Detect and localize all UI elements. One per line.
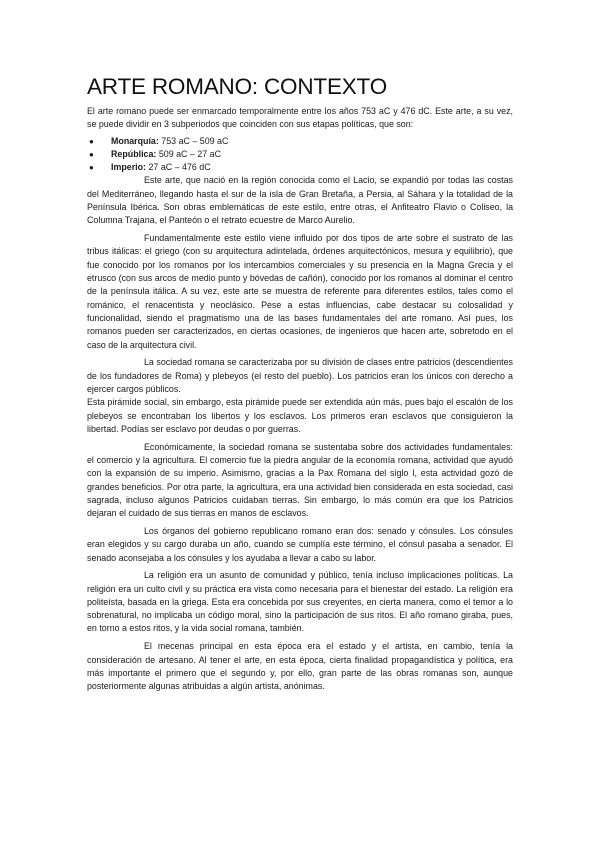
paragraph-society: La sociedad romana se caracterizaba por su división de clases entre patricios (descendientes de los fundadores de Roma) y plebeyos (el resto del pueblo). Los patricios eran los únicos con derecho a ejercer cargos públicos.: [87, 357, 513, 394]
intro-paragraph: El arte romano puede ser enmarcado temporalmente entre los años 753 aC y 476 dC. Este arte, a su vez, se puede dividir en 3 subperiodos que coinciden con sus etapas políticas, que son:: [87, 106, 513, 130]
paragraph-religion: La religión era un asunto de comunidad y público, tenía incluso implicaciones políticas. La religión era un culto civil y su práctica era vista como necesaria para el bienestar del estado. La religión era politeísta, basada en la griega. Esta era concebida por sus creyentes, en cierta manera, como el temor a lo sobrenatural, no implicaba un código moral, sino la participación de sus ritos. El año romano giraba, pues, en torno a estos ritos, y la vida social romana, también.: [87, 570, 513, 634]
paragraph-influences: Fundamentalmente este estilo viene influido por dos tipos de arte sobre el sustrato de las tribus itálicas: el griego (con su arquitectura adintelada, órdenes arquitectónicos, mesura y equilibrio), que fue conocido por los romanos por los intercambios comerciales y su presencia en la Magna Grecia y el etrusco (con sus arcos de medio punto y bóvedas de cañón), conocido por los romanos al dominar el centro de la península itálica. A su vez, este arte se muestra de referente para diferentes estilos, tales como el románico, el renacentista y neoclásico. Pese a estas influencias, cabe destacar su colosalidad y funcionalidad, siendo el pragmatismo una de las bases fundamentales del arte romano. Así pues, los romanos pueden ser caracterizados, en ciertas ocasiones, de ingenieros que hacen arte, sobretodo en el caso de la arquitectura civil.: [87, 233, 513, 350]
period-range: 509 aC – 27 aC: [156, 148, 222, 159]
paragraph-economy: Económicamente, la sociedad romana se sustentaba sobre dos actividades fundamentales: el comercio y la agricultura. El comercio fue la piedra angular de la economía romana, actividad que ayudó con la expansión de su imperio. Asimismo, gracias a la Pax Romana del siglo I, esta actividad gozó de grandes beneficios. Por otra parte, la agricultura, era una actividad bien considerada en esta sociedad, casi sagrada, incluso algunos Patricios cuidaban tierras. Sin embargo, lo más común era que los Patricios dejaran el cuidado de sus tierras en manos de esclavos.: [87, 441, 513, 519]
document-body: [87, 73, 513, 693]
bullet-icon: ●: [89, 149, 94, 159]
list-item: [87, 161, 513, 174]
list-item: [87, 148, 513, 161]
paragraph-government: Los órganos del gobierno republicano romano eran dos: senado y cónsules. Los cónsules eran elegidos y su cargo duraba un año, cuando se cumplía este término, el cónsul pasaba a senador. El senado aconsejaba a los cónsules y los ayudaba a llevar a cabo su labor.: [87, 525, 513, 563]
document-title: ARTE ROMANO: CONTEXTO: [87, 74, 388, 99]
bullet-icon: ●: [89, 136, 94, 146]
period-name: Imperio:: [111, 162, 147, 173]
period-name: Monarquía:: [111, 135, 159, 146]
period-name: República:: [111, 148, 157, 159]
period-range: 753 aC – 509 aC: [158, 135, 229, 146]
paragraph-expansion: Este arte, que nació en la región conocida como el Lacio, se expandió por todas las costas del Mediterráneo, llegando hasta el sur de la isla de Gran Bretaña, a Persia, al Sáhara y la totalidad de la Península Ibérica. Son obras emblemáticas de este estilo, entre otras, el Anfiteatro Flavio o Coliseo, la Columna Trajana, el Panteón o el retrato ecuestre de Marco Aurelio.: [87, 175, 513, 226]
paragraph-social-pyramid: Esta pirámide social, sin embargo, esta pirámide puede ser extendida aún más, pues bajo el escalón de los plebeyos se encontraban los libertos y los esclavos. Los primeros eran esclavos que consiguieron la libertad. Podías ser esclavo por deudas o por guerras.: [87, 397, 513, 434]
period-range: 27 aC – 476 dC: [146, 162, 211, 173]
periods-list: [87, 135, 513, 175]
list-item: [87, 135, 513, 148]
paragraph-patronage: El mecenas principal en esta época era el estado y el artista, en cambio, tenía la consideración de artesano. Al tener el arte, en esta época, cierta finalidad propagandística y política, era más importante el primero que el segundo y, por ello, gran parte de las obras romanas son, aunque posteriormente algunas atribuidas a algún artista, anónimas.: [87, 641, 513, 692]
bullet-icon: ●: [89, 163, 94, 173]
